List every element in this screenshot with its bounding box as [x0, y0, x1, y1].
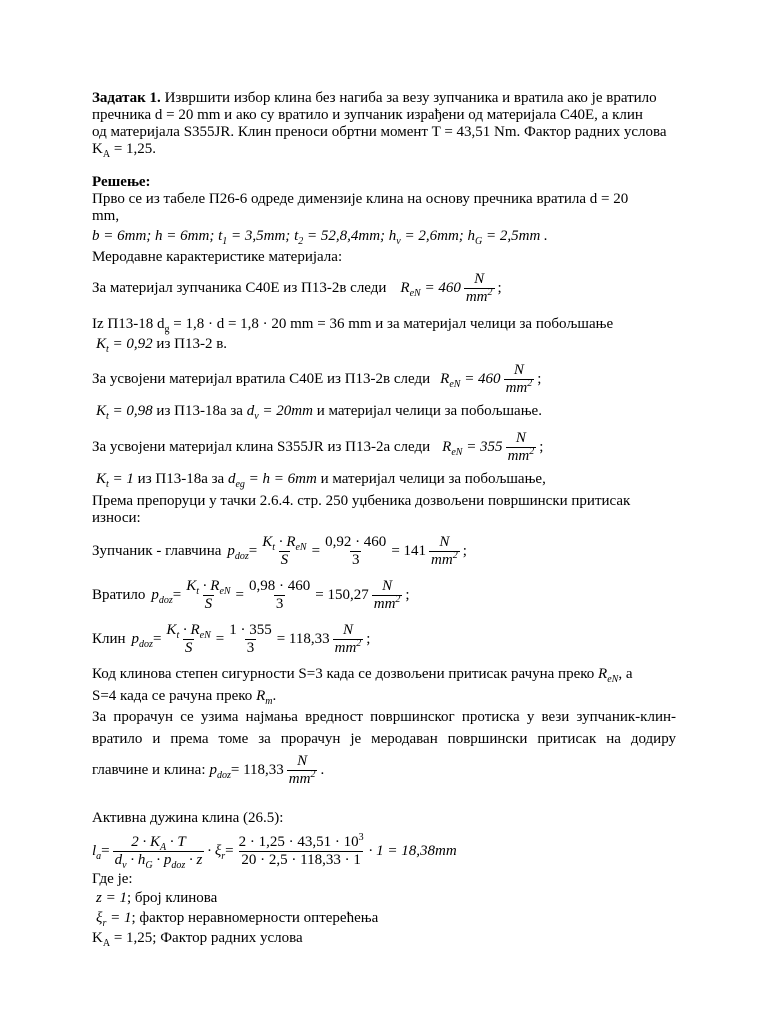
gear-diameter-line: Iz П13-18 $d_g = 1,8 \cdot d = 1,8 \cdot 20$ mm = 36 mm и за материјал челици за побољшање: [92, 316, 614, 335]
key-material-line: За усвојени материјал клина S355JR из П13-2а следи $R_{eN} = 355$ $\frac{N}{mm^2}$ ;: [92, 429, 544, 464]
pressure-gear-formula: Зупчаник - главчина $p_{doz}$ = $\frac{K_t \cdot R_{eN}}{S}$ = $\frac{0,92 \cdot 460}{3}$ = 141 $\frac{N}{mm^2}$ ;: [92, 533, 467, 568]
intro-line-1: Прво се из табеле П26-6 одреде димензије клина на основу пречника вратила d = 20: [92, 191, 629, 207]
solution-heading: Решење:: [92, 174, 151, 190]
key-dimensions-formula: b = 6mm; h = 6mm; $t_1 = 3,5mm$; $t_2 = 52,8,4mm$; $h_v = 2,6mm$; $h_G = 2,5mm$ .: [92, 228, 548, 247]
n-per-mm2-fraction: $\frac{N}{mm^2}$: [507, 429, 535, 464]
z-definition: z = 1; број клинова: [96, 890, 218, 906]
task-heading: Задатак 1.: [92, 90, 161, 106]
gear-kt-line: $K_t = 0,92$ из П13-2 в.: [96, 336, 228, 355]
n-per-mm2-fraction: $\frac{N}{mm^2}$: [505, 361, 533, 396]
key-kt-line: $K_t = 1$ из П13-18а за $d_{eg} = h = 6mm$ и материјал челици за побољшање,: [96, 471, 546, 490]
material-heading: Меродавне карактеристике материјала:: [92, 249, 343, 265]
where-heading: Где је:: [92, 871, 133, 887]
active-length-formula: $l_a$ = $\frac{2 \cdot K_A \cdot T}{d_v \cdot h_G \cdot p_{doz} \cdot z}$ · $\xi_r$ = $\frac{2 \cdot 1,25 \cdot 43,51 \cdot 10^3}{20 \cdot 2,5 \cdot 118,33 \cdot 1}$ · 1 = 18,38mm: [92, 831, 457, 871]
calc-line-3: главчине и клина: $p_{doz}$ = 118,33 $\frac{N}{mm^2}$ .: [92, 752, 325, 787]
intro-line-2: mm,: [92, 208, 120, 224]
xi-definition: $\xi_r = 1$; фактор неравномерности оптерећења: [96, 910, 379, 929]
recommendation-line-1: Према препоруци у тачки 2.6.4. стр. 250 уџбеника дозвољени површински притисак: [92, 493, 631, 509]
shaft-material-line: За усвојени материјал вратила C40E из П13-2в следи $R_{eN} = 460$ $\frac{N}{mm^2}$ ;: [92, 361, 542, 396]
calc-line-2: вратило и према томе за прорачун је меродаван површински притисак на додиру: [92, 731, 676, 747]
n-per-mm2-fraction: $\frac{N}{mm^2}$: [465, 270, 493, 305]
pressure-key-formula: Клин $p_{doz}$ = $\frac{K_t \cdot R_{eN}}{S}$ = $\frac{1 \cdot 355}{3}$ = 118,33 $\frac{N}{mm^2}$ ;: [92, 621, 371, 656]
document-page: [92, 90, 676, 948]
active-length-heading: Активна дужина клина (26.5):: [92, 810, 284, 826]
task-line-4: $K_A = 1,25$.: [92, 141, 157, 160]
recommendation-line-2: износи:: [92, 510, 141, 526]
calc-line-1: За прорачун се узима најмања вредност површинског протиска у вези зупчаник-клин-: [92, 709, 676, 725]
safety-line-1: Код клинова степен сигурности S=3 када се дозвољени притисак рачуна преко $R_{eN}$, а: [92, 666, 633, 685]
shaft-kt-line: $K_t = 0,98$ из П13-18а за $d_v = 20mm$ и материјал челици за побољшање.: [96, 403, 542, 422]
task-line-2: пречника d = 20 mm и ако су вратило и зупчаник израђени од материјала C40E, а клин: [92, 107, 643, 123]
gear-material-line: За материјал зупчаника C40E из П13-2в следи $R_{eN} = 460$ $\frac{N}{mm^2}$ ;: [92, 270, 502, 305]
ka-definition: $K_A = 1,25$; Фактор радних услова: [92, 930, 303, 949]
pressure-shaft-formula: Вратило $p_{doz}$ = $\frac{K_t \cdot R_{eN}}{S}$ = $\frac{0,98 \cdot 460}{3}$ = 150,27 $\frac{N}{mm^2}$ ;: [92, 577, 410, 612]
safety-line-2: S=4 када се рачуна преко $R_m$.: [92, 688, 277, 707]
task-line-1: Задатак 1. Извршити избор клина без нагиба за везу зупчаника и вратила ако је вратило: [92, 90, 657, 106]
task-line-3: од материјала S355JR. Клин преноси обртни момент T = 43,51 Nm. Фактор радних услова: [92, 124, 667, 140]
